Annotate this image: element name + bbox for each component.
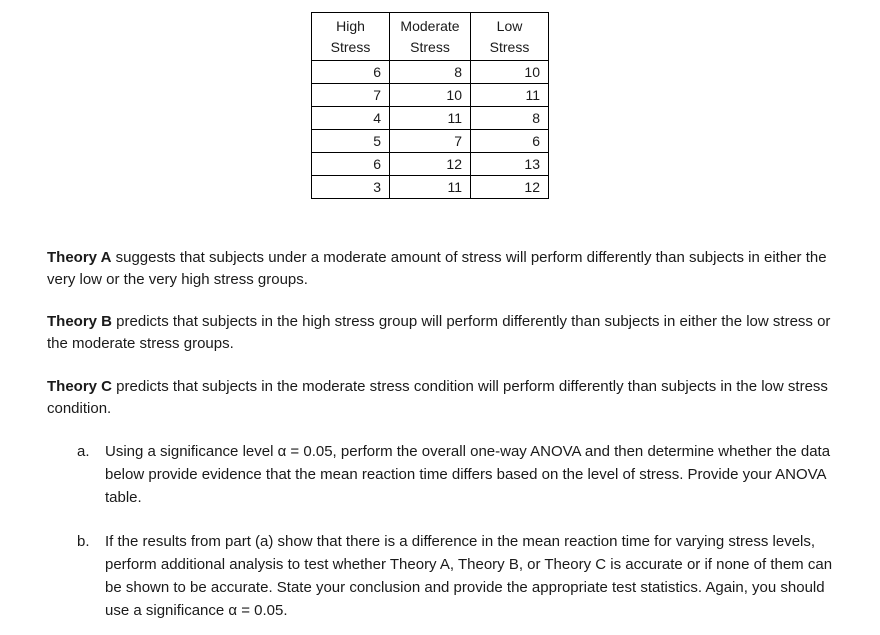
table-row (312, 153, 549, 176)
question-a-item (47, 440, 837, 509)
theory-c-text: predicts that subjects in the moderate stress condition will perform differently than subjects in the low stress condition. (47, 378, 828, 417)
cell-moderate: 11 (390, 107, 471, 130)
table-row (312, 84, 549, 107)
cell-high: 7 (312, 84, 390, 107)
cell-high: 6 (312, 61, 390, 84)
table-header-row (312, 13, 549, 61)
theory-a-text: suggests that subjects under a moderate amount of stress will perform differently than subjects in either the very low or the very high stress groups. (47, 249, 827, 288)
cell-moderate: 12 (390, 153, 471, 176)
cell-moderate: 8 (390, 61, 471, 84)
cell-low: 13 (471, 153, 549, 176)
cell-low: 11 (471, 84, 549, 107)
header-low-stress (471, 13, 549, 61)
question-a (47, 440, 837, 509)
cell-high: 5 (312, 130, 390, 153)
cell-moderate: 7 (390, 130, 471, 153)
theory-a-paragraph (47, 247, 837, 290)
table-row (312, 61, 549, 84)
header-label: Low Stress (489, 17, 530, 55)
table-header (312, 13, 549, 61)
cell-high: 4 (312, 107, 390, 130)
cell-moderate: 10 (390, 84, 471, 107)
table-body (312, 61, 549, 199)
cell-low: 6 (471, 130, 549, 153)
cell-moderate: 11 (390, 176, 471, 199)
theory-a-title: Theory A (47, 249, 112, 266)
theory-c-paragraph (47, 376, 837, 419)
cell-high: 3 (312, 176, 390, 199)
table-row (312, 130, 549, 153)
question-b-marker: b. (77, 533, 90, 550)
cell-high: 6 (312, 153, 390, 176)
header-high-stress (312, 13, 390, 61)
cell-low: 12 (471, 176, 549, 199)
header-label: Moderate Stress (400, 17, 460, 55)
theory-b-title: Theory B (47, 313, 113, 330)
question-a-text: Using a significance level α = 0.05, perform the overall one-way ANOVA and then determine whether the data below provide evidence that the mean reaction time differs based on the level of stress. Provide your ANOVA table. (105, 443, 831, 506)
table-row (312, 107, 549, 130)
stress-data-table (311, 12, 549, 199)
question-b-item (47, 530, 837, 622)
theory-b-text: predicts that subjects in the high stress group will perform differently than subjects in either the low stress or the moderate stress groups. (47, 313, 831, 352)
question-b-text: If the results from part (a) show that there is a difference in the mean reaction time for varying stress levels, perform additional analysis to test whether Theory A, Theory B, or Theory C is accurate or if none of them can be shown to be accurate. State your conclusion and provide the appropriate test statistics. Again, you should use a significance α = 0.05. (105, 533, 833, 619)
question-a-marker: a. (77, 443, 90, 460)
header-moderate-stress (390, 13, 471, 61)
theory-c-title: Theory C (47, 378, 113, 395)
theory-b-paragraph (47, 311, 837, 354)
cell-low: 10 (471, 61, 549, 84)
cell-low: 8 (471, 107, 549, 130)
question-b (47, 530, 837, 622)
header-label: High Stress (330, 17, 371, 55)
table-row (312, 176, 549, 199)
